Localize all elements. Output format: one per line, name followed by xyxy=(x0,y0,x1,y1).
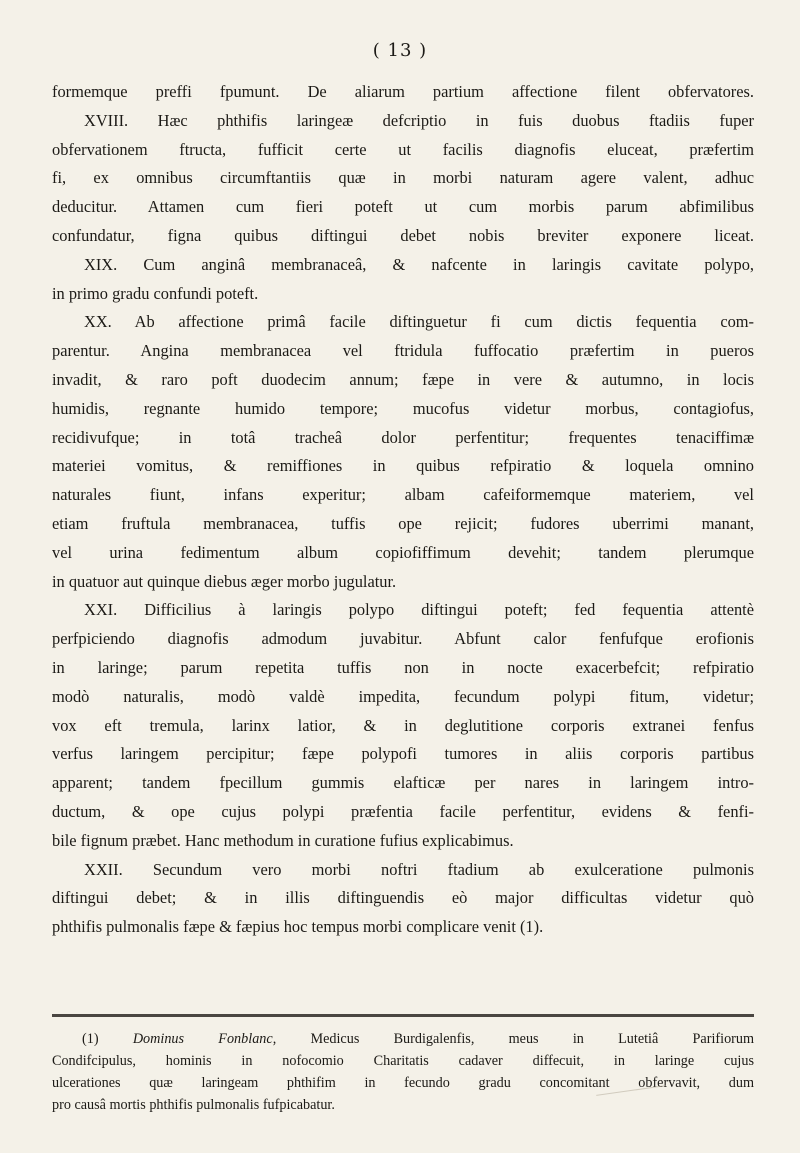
page-number: ( 13 ) xyxy=(372,40,428,61)
text-line: etiam fruftula membranacea, tuffis ope rejicit; fudores uberrimi manant, xyxy=(52,513,754,533)
text-line: modò naturalis, modò valdè impedita, fecundum polypi fitum, videtur; xyxy=(52,686,754,706)
text-line: bile fignum præbet. Hanc methodum in curatione fufius explicabimus. xyxy=(52,830,514,850)
footnote-text: , Medicus Burdigalenfis, meus in Lutetiâ Parifiorum xyxy=(272,1031,754,1047)
text-line: ductum, & ope cujus polypi præfentia facile perfentitur, evidens & fenfi- xyxy=(52,801,754,821)
text-line: perfpiciendo diagnofis admodum juvabitur. Abfunt calor fenfufque erofionis xyxy=(52,629,754,649)
text-line: obfervationem ftructa, fufficit certe ut facilis diagnofis eluceat, præfertim xyxy=(52,139,754,159)
text-line: in quatuor aut quinque diebus æger morbo jugulatur. xyxy=(52,571,397,591)
text-line: fi, ex omnibus circumftantiis quæ in morbi naturam agere valent, adhuc xyxy=(52,168,754,188)
footnote-line xyxy=(52,1028,754,1050)
text-line: vel urina fedimentum album copiofiffimum devehit; tandem plerumque xyxy=(52,542,754,562)
text-line: vox eft tremula, larinx latior, & in deglutitione corporis extranei fenfus xyxy=(52,715,754,735)
text-line: in primo gradu confundi poteft. xyxy=(52,283,259,303)
text-line: formemque preffi fpumunt. De aliarum partium affectione filent obfervatores. xyxy=(52,82,754,101)
text-line: in laringe; parum repetita tuffis non in nocte exacerbefcit; refpiratio xyxy=(52,657,754,677)
text-line: verfus laringem percipitur; fæpe polypofi tumores in aliis corporis partibus xyxy=(52,744,754,764)
footnote-marker: (1) xyxy=(82,1031,99,1047)
text-line: XXI. Difficilius à laringis polypo diftingui poteft; fed fequentia attentè xyxy=(84,600,754,620)
text-line: materiei vomitus, & remiffiones in quibus refpiratio & loquela omnino xyxy=(52,456,754,476)
text-line: XIX. Cum anginâ membranaceâ, & nafcente in laringis cavitate polypo, xyxy=(84,254,754,274)
text-line: parentur. Angina membranacea vel ftridula fuffocatio præfertim in pueros xyxy=(52,341,754,361)
footnote-line: Condifcipulus, hominis in nofocomio Charitatis cadaver diffecuit, in laringe cujus xyxy=(52,1053,754,1069)
footnote xyxy=(52,1028,754,1116)
footnote-line: pro causâ mortis phthifis pulmonalis fufpicabatur. xyxy=(52,1097,335,1113)
footnote-author: Dominus Fonblanc xyxy=(132,1031,273,1047)
text-line: XVIII. Hæc phthifis laringeæ defcriptio in fuis duobus ftadiis fuper xyxy=(84,110,754,130)
text-line: recidivufque; in totâ tracheâ dolor perfentitur; frequentes tenaciffimæ xyxy=(52,427,754,447)
text-line: confundatur, figna quibus diftingui debet nobis breviter exponere liceat. xyxy=(52,225,754,245)
text-line: humidis, regnante humido tempore; mucofus videtur morbus, contagiofus, xyxy=(52,398,754,418)
text-line: apparent; tandem fpecillum gummis elafticæ per nares in laringem intro- xyxy=(52,773,754,793)
text-line: naturales fiunt, infans experitur; albam cafeiformemque materiem, vel xyxy=(52,485,754,505)
text-line: diftingui debet; & in illis diftinguendis eò major difficultas videtur quò xyxy=(52,888,754,908)
text-line: invadit, & raro poft duodecim annum; fæpe in vere & autumno, in locis xyxy=(52,369,754,389)
text-line: XX. Ab affectione primâ facile diftinguetur fi cum dictis fequentia com- xyxy=(84,312,754,332)
main-text xyxy=(52,78,754,942)
footnote-line: ulcerationes quæ laringeam phthifim in fecundo gradu concomitant obfervavit, dum xyxy=(52,1075,754,1091)
text-line: deducitur. Attamen cum fieri poteft ut cum morbis parum abfimilibus xyxy=(52,197,754,217)
text-line: phthifis pulmonalis fæpe & fæpius hoc tempus morbi complicare venit (1). xyxy=(52,917,544,937)
footnote-divider xyxy=(52,1014,754,1017)
text-line: XXII. Secundum vero morbi noftri ftadium ab exulceratione pulmonis xyxy=(84,859,754,879)
